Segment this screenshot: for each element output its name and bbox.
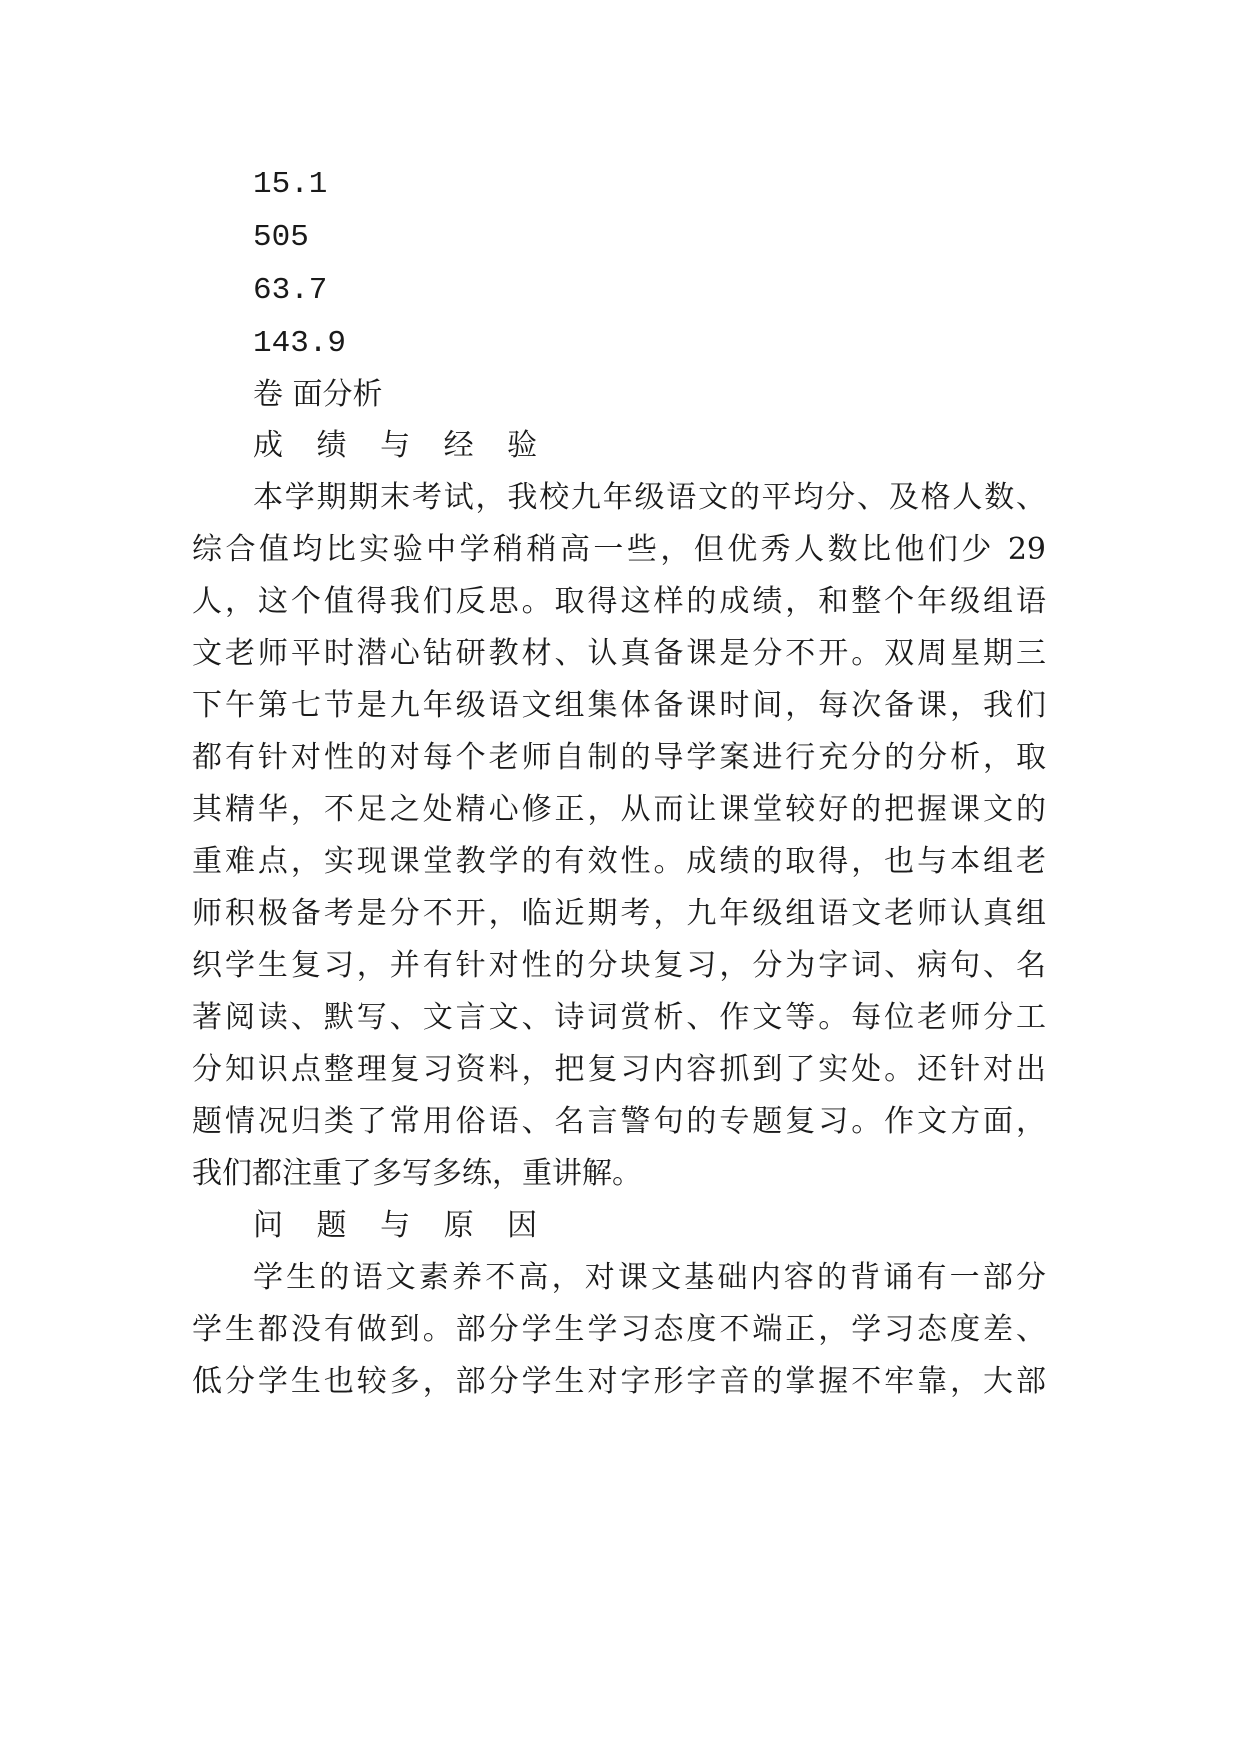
paragraph-line: 其精华，不足之处精心修正，从而让课堂较好的把握课文的 xyxy=(192,792,1046,827)
paragraph-line: 著阅读、默写、文言文、诗词赏析、作文等。每位老师分工 xyxy=(192,1000,1046,1035)
value-line: 143.9 xyxy=(253,326,347,361)
paragraph-line: 重难点，实现课堂教学的有效性。成绩的取得，也与本组老 xyxy=(192,844,1046,879)
value-line: 15.1 xyxy=(253,167,328,202)
heading-success: 成 绩 与 经 验 xyxy=(253,428,550,463)
paragraph-line: 我们都注重了多写多练，重讲解。 xyxy=(192,1156,642,1191)
heading-problems: 问 题 与 原 因 xyxy=(253,1208,550,1243)
paragraph-line: 低分学生也较多，部分学生对字形字音的掌握不牢靠，大部 xyxy=(192,1364,1046,1399)
value-line: 505 xyxy=(253,220,309,255)
paragraph-line: 师积极备考是分不开，临近期考，九年级组语文老师认真组 xyxy=(192,896,1046,931)
paragraph-line: 本学期期末考试，我校九年级语文的平均分、及格人数、 xyxy=(253,480,1046,515)
paragraph-line: 学生都没有做到。部分学生学习态度不端正，学习态度差、 xyxy=(192,1312,1046,1347)
paragraph-line: 题情况归类了常用俗语、名言警句的专题复习。作文方面， xyxy=(192,1104,1046,1139)
paragraph-line: 织学生复习，并有针对性的分块复习，分为字词、病句、名 xyxy=(192,948,1046,983)
paragraph-line: 都有针对性的对每个老师自制的导学案进行充分的分析，取 xyxy=(192,740,1046,775)
paragraph-line: 学生的语文素养不高，对课文基础内容的背诵有一部分 xyxy=(253,1260,1046,1295)
paragraph-line: 人，这个值得我们反思。取得这样的成绩，和整个年级组语 xyxy=(192,584,1046,619)
paragraph-line: 综合值均比实验中学稍稍高一些，但优秀人数比他们少 29 xyxy=(192,532,1046,567)
paragraph-line: 分知识点整理复习资料，把复习内容抓到了实处。还针对出 xyxy=(192,1052,1046,1087)
value-line: 63.7 xyxy=(253,273,328,308)
paragraph-line: 文老师平时潜心钻研教材、认真备课是分不开。双周星期三 xyxy=(192,636,1046,671)
paragraph-line: 下午第七节是九年级语文组集体备课时间，每次备课，我们 xyxy=(192,688,1046,723)
section-title: 卷 面分析 xyxy=(253,377,383,412)
